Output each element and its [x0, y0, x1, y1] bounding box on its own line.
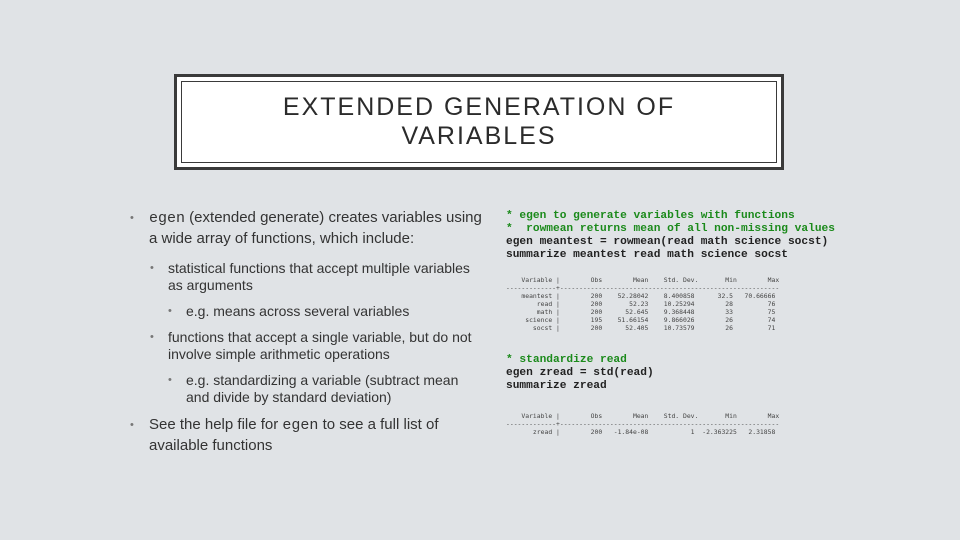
bullet-list	[130, 208, 485, 467]
bullet-text: to see a full list of available functions	[149, 416, 439, 454]
bullet-help-file	[130, 415, 485, 456]
bullet-single-variable-functions	[130, 329, 485, 363]
bullet-icon: •	[168, 305, 172, 317]
slide-title: EXTENDED GENERATION OF VARIABLES	[282, 93, 676, 150]
code-block-rowmean	[506, 210, 886, 262]
code-command: summarize zread	[506, 380, 607, 392]
bullet-text: statistical functions that accept multiple variables as arguments	[168, 260, 470, 293]
bullet-standardize-example	[130, 372, 485, 406]
summary-output-table	[506, 276, 886, 332]
code-block-standardize	[506, 354, 886, 393]
code-command: summarize meantest read math science socst	[506, 249, 788, 261]
table-row: science | 195 51.66154 9.866026 26 74	[506, 316, 776, 324]
bullet-text: See the help file for	[149, 416, 283, 433]
bullet-text: (extended generate) creates variables using a wide array of functions, which include:	[149, 209, 482, 247]
table-rule: -------------+---------------------------------------------------------	[506, 284, 780, 292]
bullet-text: e.g. means across several variables	[186, 303, 410, 319]
egen-code-text: egen	[149, 210, 186, 227]
table-row: math | 200 52.645 9.368448 33 75	[506, 308, 776, 316]
bullet-icon: •	[150, 331, 154, 343]
code-column	[506, 210, 886, 436]
table-row: meantest | 200 52.28042 8.400858 32.5 70.66666	[506, 292, 776, 300]
title-box	[174, 74, 784, 170]
egen-code-text: egen	[282, 417, 319, 434]
code-command: egen meantest = rowmean(read math science socst)	[506, 236, 829, 248]
code-command: egen zread = std(read)	[506, 367, 654, 379]
bullet-icon: •	[150, 262, 154, 274]
table-rule: -------------+---------------------------------------------------------	[506, 420, 780, 428]
zread-output-table	[506, 412, 886, 436]
code-comment: * standardize read	[506, 354, 627, 366]
bullet-text: functions that accept a single variable, but do not involve simple arithmetic operations	[168, 329, 472, 362]
bullet-text: e.g. standardizing a variable (subtract mean and divide by standard deviation)	[186, 372, 459, 405]
bullet-means-example	[130, 303, 485, 320]
bullet-icon: •	[130, 212, 134, 224]
table-header: Variable | Obs Mean Std. Dev. Min Max	[506, 412, 780, 420]
bullet-egen-intro	[130, 208, 485, 249]
table-row: read | 200 52.23 10.25294 28 76	[506, 300, 776, 308]
table-row: socst | 200 52.405 10.73579 26 71	[506, 324, 776, 332]
table-header: Variable | Obs Mean Std. Dev. Min Max	[506, 276, 780, 284]
bullet-icon: •	[168, 374, 172, 386]
table-row: zread | 200 -1.84e-08 1 -2.363225 2.31858	[506, 428, 776, 436]
bullet-statistical-functions	[130, 260, 485, 294]
code-comment: * rowmean returns mean of all non-missing values	[506, 223, 835, 235]
bullet-icon: •	[130, 419, 134, 431]
code-comment: * egen to generate variables with functions	[506, 210, 795, 222]
